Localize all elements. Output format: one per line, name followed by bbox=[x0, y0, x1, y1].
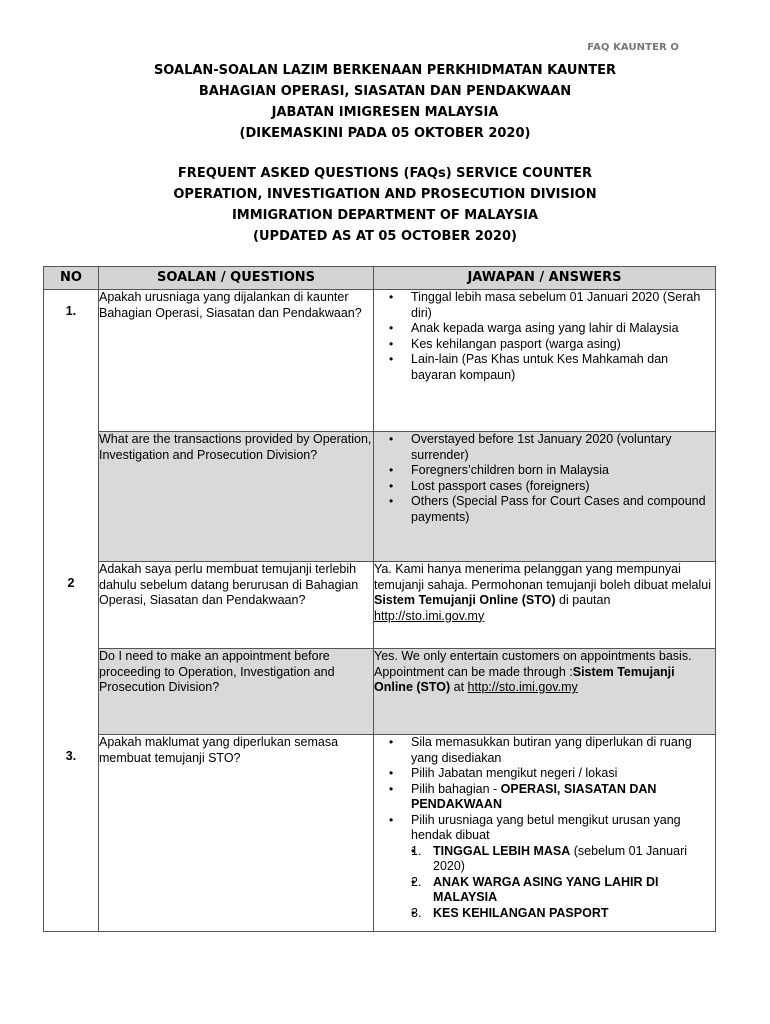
header-questions: SOALAN / QUESTIONS bbox=[99, 267, 374, 290]
title-line: (DIKEMASKINI PADA 05 OKTOBER 2020) bbox=[239, 126, 531, 141]
answer-text: Yes. We only entertain customers on appointments basis. Appointment can be made through : bbox=[374, 649, 692, 679]
table-row bbox=[44, 649, 716, 735]
list-item: • Lain-lain (Pas Khas untuk Kes Mahkamah dan bayaran kompaun) bbox=[411, 352, 715, 383]
answer-malay bbox=[374, 562, 716, 649]
faq-table bbox=[43, 266, 716, 932]
answer-system-name: Sistem Temujanji Online (STO) bbox=[374, 664, 675, 694]
table-row bbox=[44, 735, 716, 932]
list-item: • Tinggal lebih masa sebelum 01 Januari 2020 (Serah diri) bbox=[411, 290, 715, 321]
division-name: OPERASI, SIASATAN DAN PENDAKWAAN bbox=[411, 781, 657, 811]
numbered-item: • 3. KES KEHILANGAN PASPORT bbox=[433, 906, 715, 922]
row-number: 2 bbox=[44, 562, 99, 735]
title-english bbox=[0, 163, 770, 247]
answer-malay bbox=[374, 290, 716, 432]
header-no: NO bbox=[44, 267, 99, 290]
title-line: BAHAGIAN OPERASI, SIASATAN DAN PENDAKWAAN bbox=[198, 84, 572, 99]
table-row bbox=[44, 290, 716, 432]
answer-text: Ya. Kami hanya menerima pelanggan yang mempunyai temujanji sahaja. Permohonan temujanji boleh dibuat melalui bbox=[374, 562, 712, 592]
sto-link[interactable]: http://sto.imi.gov.my bbox=[467, 680, 578, 694]
row-number: 3. bbox=[44, 735, 99, 932]
answer-text: di pautan bbox=[555, 593, 611, 607]
header-answers: JAWAPAN / ANSWERS bbox=[374, 267, 716, 290]
title-line: JABATAN IMIGRESEN MALAYSIA bbox=[271, 105, 499, 120]
list-item-text: Pilih bahagian - bbox=[411, 781, 501, 796]
sto-link[interactable]: http://sto.imi.gov.my bbox=[374, 608, 485, 623]
answer-english bbox=[374, 649, 716, 735]
title-line: (UPDATED AS AT 05 OCTOBER 2020) bbox=[253, 229, 517, 244]
transaction-list bbox=[411, 844, 715, 922]
list-item: • Kes kehilangan pasport (warga asing) bbox=[411, 337, 715, 353]
question-malay: Adakah saya perlu membuat temujanji terlebih dahulu sebelum datang berurusan di Bahagian Operasi, Siasatan dan Pendakwaan? bbox=[99, 562, 374, 649]
numbered-item: • 1. TINGGAL LEBIH MASA (sebelum 01 Januari 2020) bbox=[433, 844, 715, 875]
list-item bbox=[411, 813, 715, 922]
table-header-row bbox=[44, 267, 716, 290]
answer-text: at bbox=[450, 680, 468, 694]
row-number: 1. bbox=[44, 290, 99, 562]
list-item: • Lost passport cases (foreigners) bbox=[411, 479, 715, 495]
title-line: SOALAN-SOALAN LAZIM BERKENAAN PERKHIDMATAN KAUNTER bbox=[153, 63, 617, 78]
list-item: • Anak kepada warga asing yang lahir di Malaysia bbox=[411, 321, 715, 337]
title-line: IMMIGRATION DEPARTMENT OF MALAYSIA bbox=[231, 208, 539, 223]
question-english: Do I need to make an appointment before proceeding to Operation, Investigation and Prosecution Division? bbox=[99, 649, 374, 735]
list-item: • Pilih Jabatan mengikut negeri / lokasi bbox=[411, 766, 715, 782]
title-malay bbox=[0, 60, 770, 144]
question-english: What are the transactions provided by Operation, Investigation and Prosecution Division? bbox=[99, 432, 374, 562]
answer-malay bbox=[374, 735, 716, 932]
document-tag: FAQ KAUNTER O bbox=[587, 42, 679, 53]
list-item: • Overstayed before 1st January 2020 (voluntary surrender) bbox=[411, 432, 715, 463]
question-malay: Apakah urusniaga yang dijalankan di kaunter Bahagian Operasi, Siasatan dan Pendakwaan? bbox=[99, 290, 374, 432]
answer-system-name: Sistem Temujanji Online (STO) bbox=[374, 593, 556, 607]
list-item: • Foregners’children born in Malaysia bbox=[411, 463, 715, 479]
list-item: • Others (Special Pass for Court Cases and compound payments) bbox=[411, 494, 715, 525]
question-malay: Apakah maklumat yang diperlukan semasa membuat temujanji STO? bbox=[99, 735, 374, 932]
table-row bbox=[44, 432, 716, 562]
answer-english bbox=[374, 432, 716, 562]
title-line: FREQUENT ASKED QUESTIONS (FAQs) SERVICE COUNTER bbox=[177, 166, 593, 181]
numbered-item: • 2. ANAK WARGA ASING YANG LAHIR DI MALAYSIA bbox=[433, 875, 715, 906]
title-line: OPERATION, INVESTIGATION AND PROSECUTION DIVISION bbox=[173, 187, 597, 202]
list-item bbox=[411, 782, 715, 813]
list-item-text: Pilih urusniaga yang betul mengikut urusan yang hendak dibuat bbox=[411, 812, 681, 842]
list-item: • Sila memasukkan butiran yang diperlukan di ruang yang disediakan bbox=[411, 735, 715, 766]
table-row bbox=[44, 562, 716, 649]
